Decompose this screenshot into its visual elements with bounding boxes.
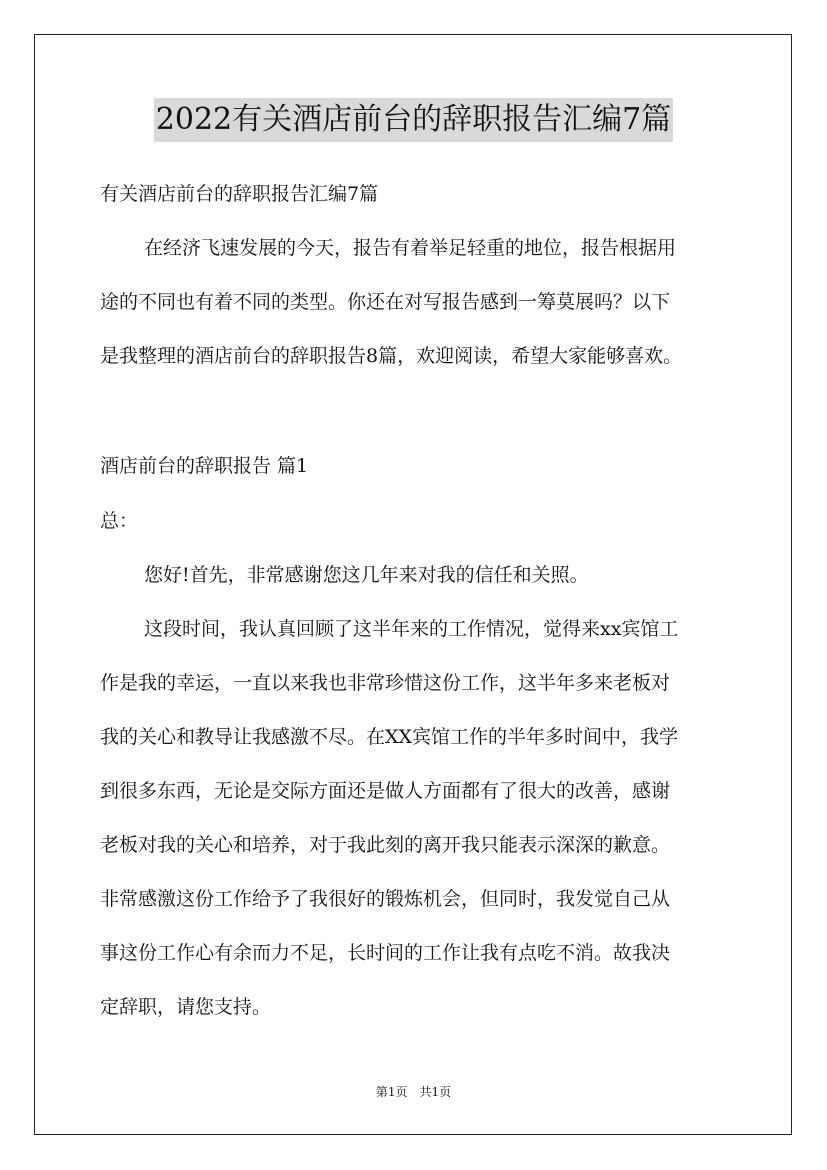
- body-line: 非常感激这份工作给予了我很好的锻炼机会，但同时，我发觉自己从: [100, 888, 671, 910]
- body-line: 我的关心和教导让我感激不尽。在XX宾馆工作的半年多时间中，我学: [100, 726, 679, 748]
- document-title: 2022有关酒店前台的辞职报告汇编7篇: [154, 98, 673, 142]
- salutation: 总：: [100, 510, 139, 532]
- greeting-line: 您好!首先，非常感谢您这几年来对我的信任和关照。: [144, 564, 589, 586]
- body-line: 事这份工作心有余而力不足，长时间的工作让我有点吃不消。故我决: [100, 942, 671, 964]
- intro-line: 途的不同也有着不同的类型。你还在对写报告感到一筹莫展吗？以下: [100, 291, 671, 313]
- body-line: 到很多东西，无论是交际方面还是做人方面都有了很大的改善，感谢: [100, 780, 671, 802]
- body-line: 作是我的幸运，一直以来我也非常珍惜这份工作，这半年多来老板对: [100, 672, 671, 694]
- document-subtitle: 有关酒店前台的辞职报告汇编7篇: [100, 183, 379, 205]
- intro-line: 是我整理的酒店前台的辞职报告8篇，欢迎阅读，希望大家能够喜欢。: [100, 345, 683, 367]
- body-line: 老板对我的关心和培养，对于我此刻的离开我只能表示深深的歉意。: [100, 834, 671, 856]
- body-line: 这段时间，我认真回顾了这半年来的工作情况，觉得来xx宾馆工: [144, 618, 679, 640]
- section-heading: 酒店前台的辞职报告 篇1: [100, 455, 309, 477]
- title-container: [0, 98, 827, 142]
- page-number-footer: 第1页 共1页: [375, 1085, 452, 1099]
- intro-line: 在经济飞速发展的今天，报告有着举足轻重的地位，报告根据用: [144, 237, 677, 259]
- body-line: 定辞职，请您支持。: [100, 996, 272, 1018]
